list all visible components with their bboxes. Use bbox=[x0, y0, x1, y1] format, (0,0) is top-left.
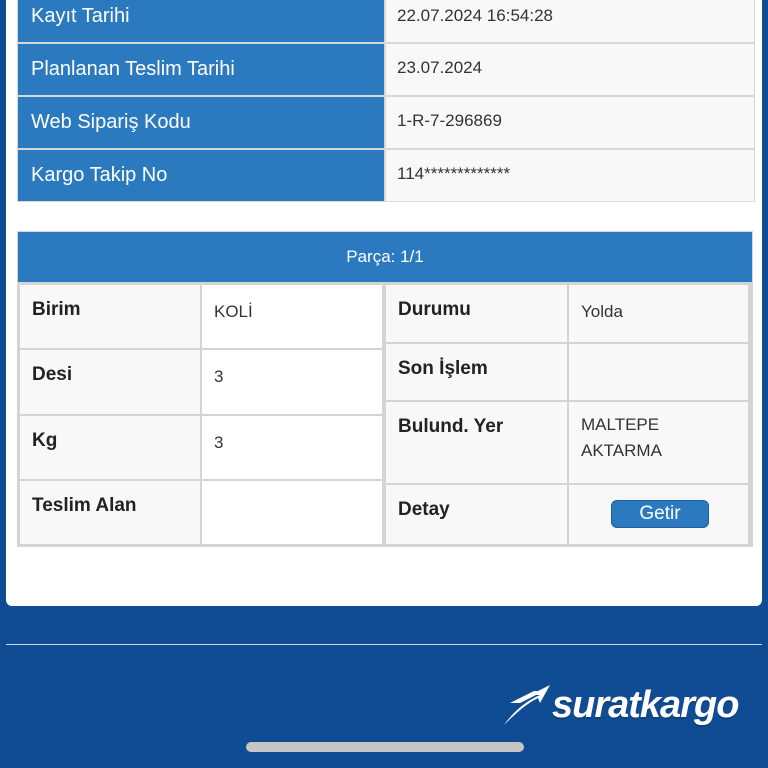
brand-wordmark: suratkargo bbox=[552, 683, 739, 726]
info-value: 22.07.2024 16:54:28 bbox=[386, 0, 754, 42]
parca-label: Teslim Alan bbox=[20, 481, 200, 544]
footer-divider bbox=[6, 644, 762, 645]
parca-row-detay bbox=[386, 485, 748, 544]
parca-right-table bbox=[386, 285, 748, 544]
parca-label: Bulund. Yer bbox=[386, 402, 567, 483]
parca-label: Desi bbox=[20, 350, 200, 413]
info-label: Kargo Takip No bbox=[18, 150, 384, 201]
parca-value bbox=[569, 344, 748, 401]
info-row-planlanan-teslim bbox=[18, 44, 754, 95]
info-row-kayit-tarihi bbox=[18, 0, 754, 42]
parca-value: 3 bbox=[202, 350, 382, 413]
home-indicator[interactable] bbox=[246, 742, 524, 752]
parca-row-kg bbox=[20, 416, 382, 479]
info-label: Web Sipariş Kodu bbox=[18, 97, 384, 148]
parca-row-son-islem bbox=[386, 344, 748, 401]
info-row-kargo-takip-no bbox=[18, 150, 754, 201]
info-row-web-siparis-kodu bbox=[18, 97, 754, 148]
info-label: Kayıt Tarihi bbox=[18, 0, 384, 42]
parca-panel bbox=[17, 231, 753, 547]
parca-title: Parça: 1/1 bbox=[18, 232, 752, 282]
parca-label: Detay bbox=[386, 485, 567, 544]
parca-body bbox=[18, 282, 752, 546]
parca-value: KOLİ bbox=[202, 285, 382, 348]
parca-row-birim bbox=[20, 285, 382, 348]
parca-label: Birim bbox=[20, 285, 200, 348]
info-value: 23.07.2024 bbox=[386, 44, 754, 95]
parca-row-teslim-alan bbox=[20, 481, 382, 544]
parca-value: MALTEPE AKTARMA bbox=[569, 402, 748, 483]
parca-label: Kg bbox=[20, 416, 200, 479]
parca-row-durumu bbox=[386, 285, 748, 342]
parca-row-desi bbox=[20, 350, 382, 413]
shipment-info-table bbox=[17, 0, 755, 202]
surat-kargo-swoosh-icon bbox=[500, 681, 556, 729]
parca-value bbox=[202, 481, 382, 544]
info-value: 114************* bbox=[386, 150, 754, 201]
parca-row-bulund-yer bbox=[386, 402, 748, 483]
parca-label: Durumu bbox=[386, 285, 567, 342]
info-value: 1-R-7-296869 bbox=[386, 97, 754, 148]
surat-kargo-logo bbox=[500, 680, 766, 730]
parca-value bbox=[569, 485, 748, 544]
parca-left-table bbox=[20, 285, 382, 544]
parca-value: Yolda bbox=[569, 285, 748, 342]
parca-label: Son İşlem bbox=[386, 344, 567, 401]
getir-button[interactable]: Getir bbox=[611, 500, 709, 528]
parca-value: 3 bbox=[202, 416, 382, 479]
info-label: Planlanan Teslim Tarihi bbox=[18, 44, 384, 95]
